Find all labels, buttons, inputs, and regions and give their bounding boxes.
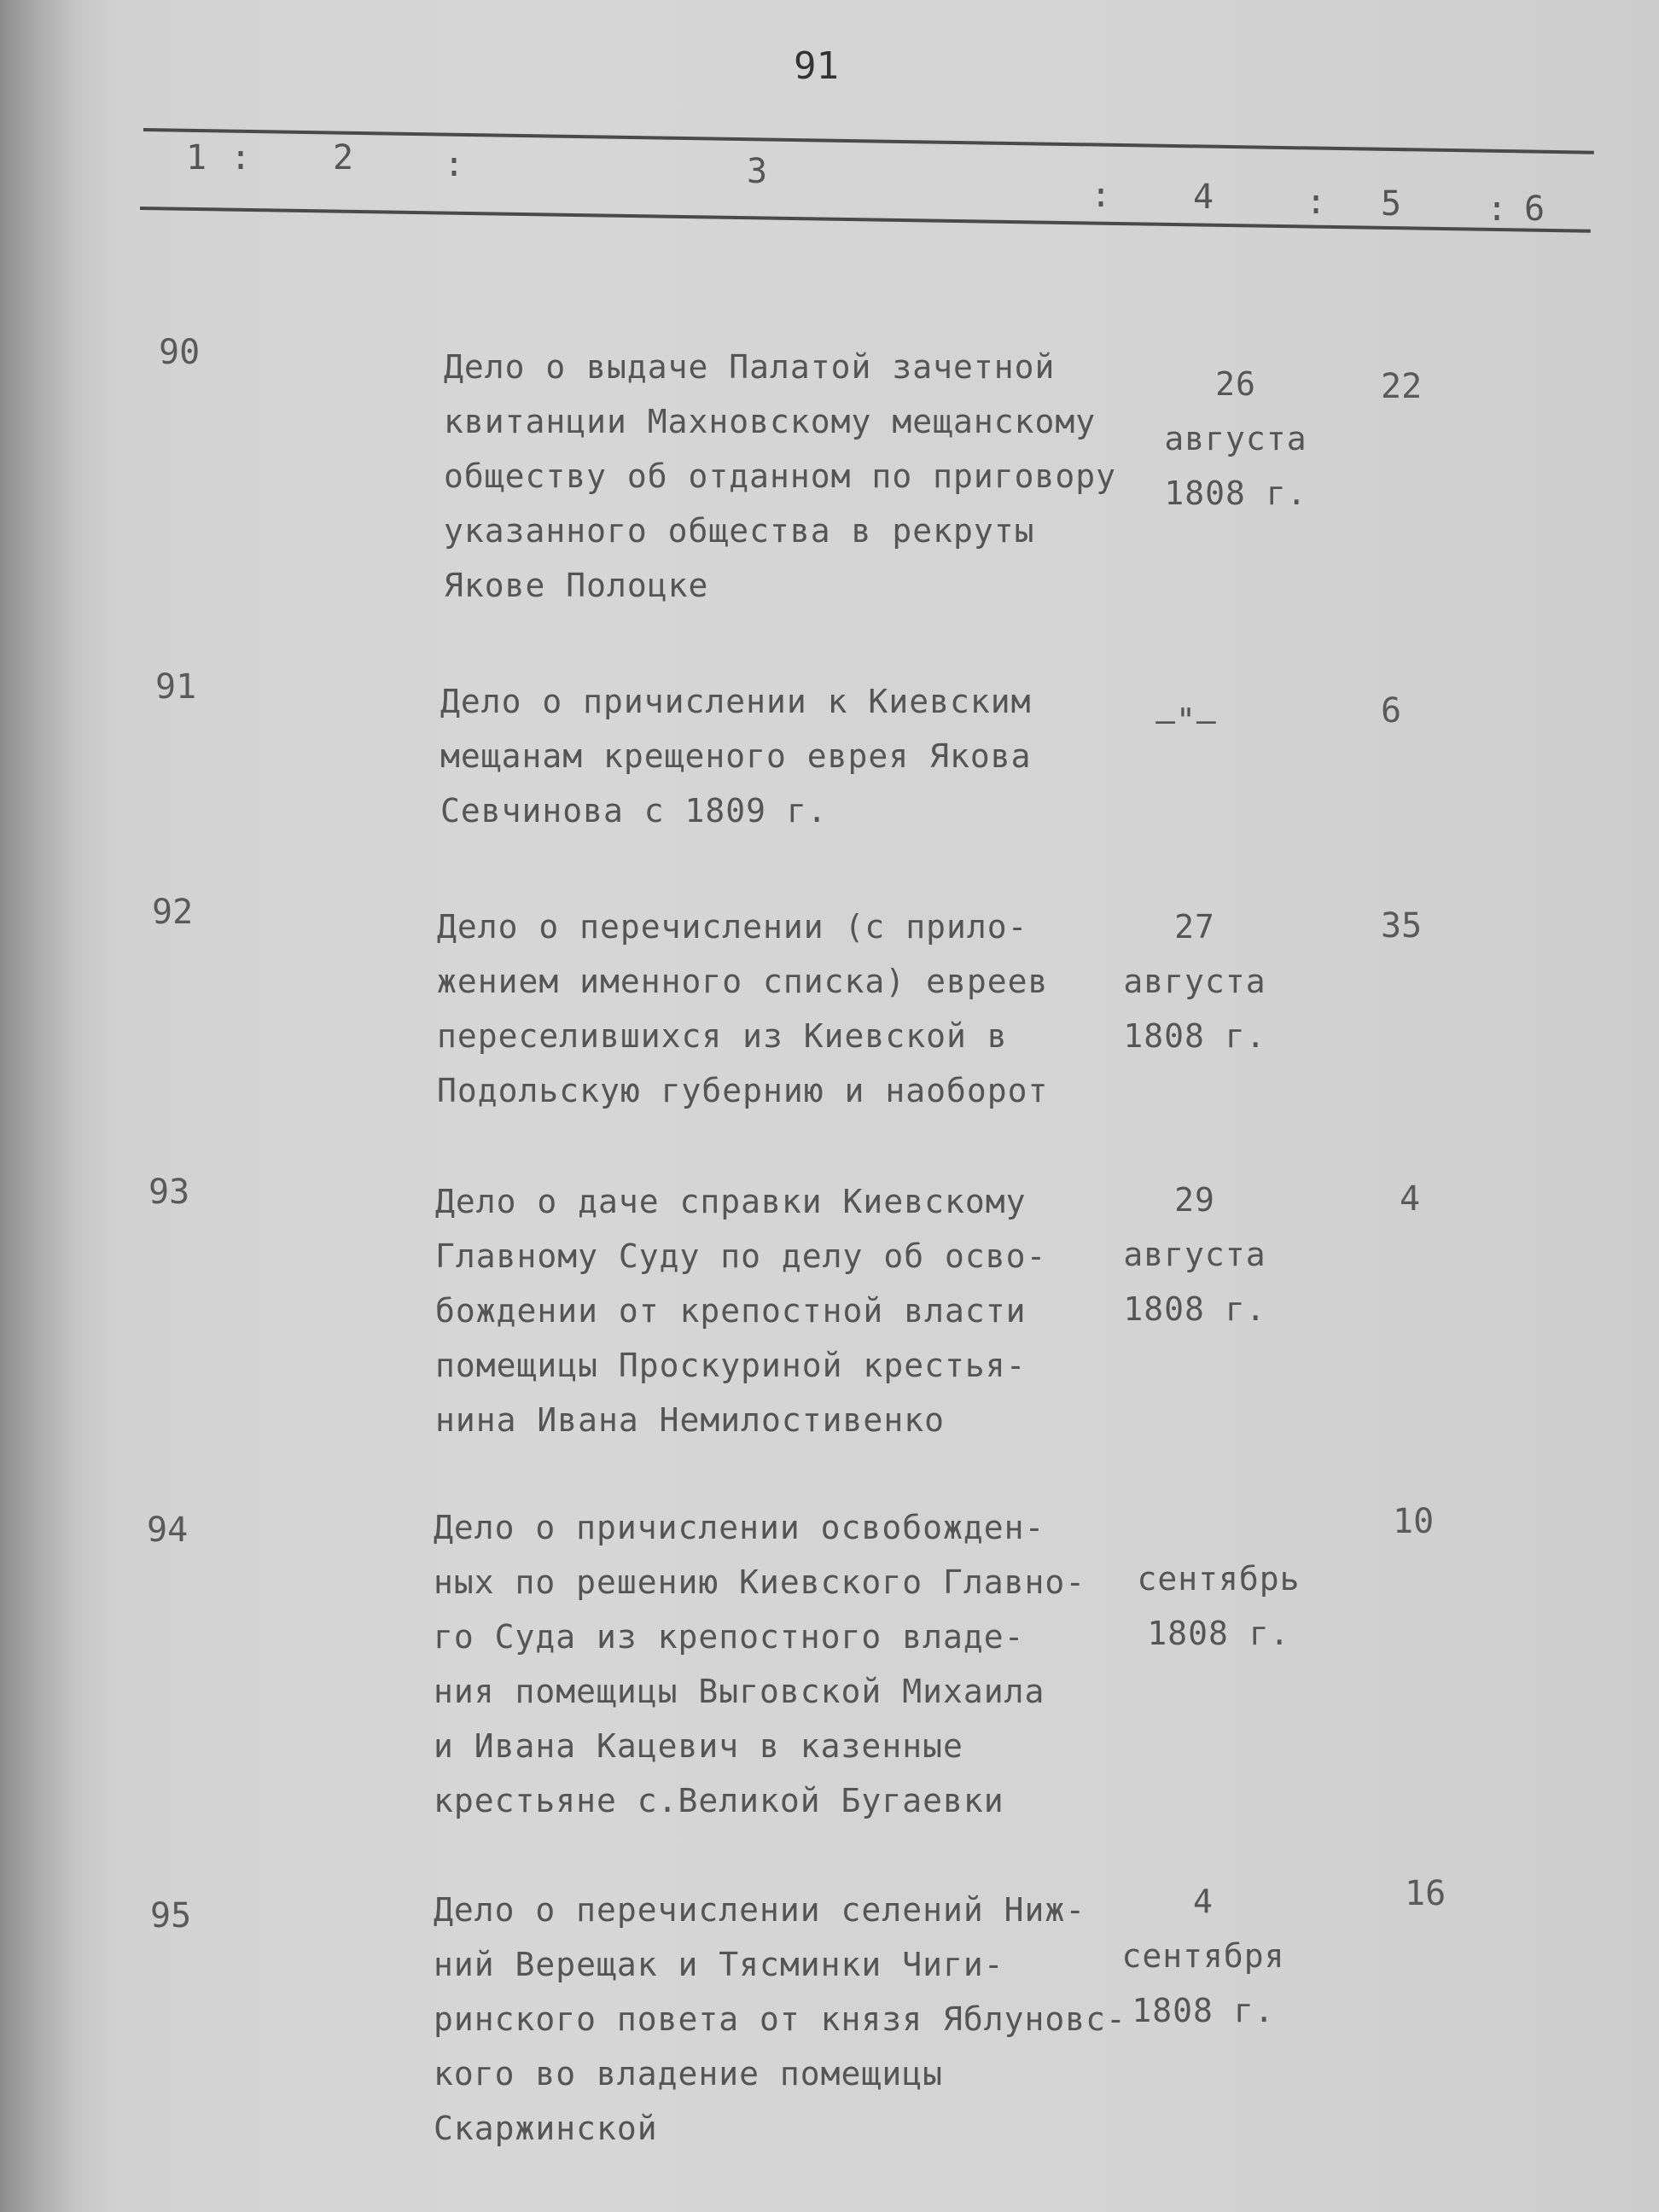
description-line: го Суда из крепостного владе- [434, 1618, 1025, 1656]
header-bottom-rule [140, 207, 1591, 233]
entry-description [434, 1883, 1126, 2156]
entry-number: 92 [152, 893, 194, 932]
header-separator: : [444, 145, 465, 184]
header-col1: 1 [186, 138, 207, 178]
entry-date [1109, 899, 1280, 1063]
date-line: 27 [1174, 908, 1215, 946]
date-line: —"— [1155, 701, 1217, 739]
description-line: Дело о причислении к Киевским [440, 683, 1032, 720]
header-col3: 3 [747, 152, 768, 191]
header-separator: : [1091, 176, 1112, 215]
date-line: августа [1164, 420, 1307, 457]
entry-date [1125, 1551, 1313, 1661]
description-line: мещанам крещеного еврея Якова [440, 737, 1032, 775]
entry-date [1150, 357, 1321, 521]
entry-number: 91 [155, 667, 197, 707]
header-col2: 2 [333, 138, 354, 178]
header-col4: 4 [1193, 178, 1214, 217]
date-line: августа [1123, 963, 1266, 1000]
description-line: переселившихся из Киевской в [437, 1017, 1008, 1055]
entry-sheets: 6 [1381, 691, 1402, 731]
header-separator: : [1487, 189, 1508, 229]
date-line: 1808 г. [1164, 474, 1307, 512]
description-line: ния помещицы Выговской Михаила [434, 1673, 1045, 1710]
description-line: помещицы Проскуриной крестья- [435, 1347, 1027, 1384]
header-separator: : [230, 138, 252, 178]
description-line: обществу об отданном по приговору [444, 457, 1116, 495]
date-line: 1808 г. [1123, 1290, 1266, 1328]
entry-date [1109, 1874, 1297, 2038]
description-line: ринского повета от князя Яблуновс- [434, 2000, 1126, 2038]
description-line: Дело о даче справки Киевскому [435, 1183, 1027, 1220]
description-line: кого во владение помещицы [434, 2055, 943, 2093]
entry-sheets: 35 [1381, 906, 1423, 946]
header-separator: : [1306, 183, 1327, 222]
date-line: сентябрь [1137, 1560, 1301, 1598]
header-top-rule [143, 128, 1594, 154]
entry-sheets: 22 [1381, 367, 1423, 406]
description-line: Севчинова с 1809 г. [440, 792, 828, 830]
entry-description [444, 340, 1116, 613]
entry-sheets: 10 [1393, 1502, 1435, 1541]
description-line: Скаржинской [434, 2110, 658, 2147]
entry-description [435, 1174, 1046, 1447]
description-line: и Ивана Кацевич в казенные [434, 1727, 963, 1765]
header-col6: 6 [1524, 189, 1545, 229]
entry-description [440, 674, 1031, 838]
description-line: нина Ивана Немилостивенко [435, 1401, 945, 1439]
description-line: Подольскую губернию и наоборот [437, 1072, 1049, 1109]
date-line: 4 [1193, 1883, 1214, 1920]
date-line: 1808 г. [1123, 1017, 1266, 1055]
date-line: 1808 г. [1147, 1615, 1290, 1652]
date-line: 26 [1215, 365, 1256, 403]
entry-date [1109, 1173, 1280, 1336]
entry-number: 93 [148, 1173, 190, 1212]
entry-description [434, 1500, 1086, 1828]
page-number: 91 [794, 44, 839, 88]
entry-date [1101, 693, 1272, 748]
entry-number: 95 [150, 1896, 192, 1936]
header-col5: 5 [1381, 184, 1402, 224]
description-line: указанного общества в рекруты [444, 512, 1035, 550]
entry-number: 94 [147, 1511, 189, 1550]
description-line: крестьяне с.Великой Бугаевки [434, 1782, 1004, 1819]
description-line: Якове Полоцке [444, 567, 709, 604]
entry-sheets: 4 [1400, 1179, 1421, 1219]
description-line: ных по решению Киевского Главно- [434, 1563, 1086, 1601]
description-line: Главному Суду по делу об осво- [435, 1237, 1047, 1275]
date-line: 29 [1174, 1181, 1215, 1219]
entry-number: 90 [159, 333, 201, 372]
description-line: квитанции Махновскому мещанскому [444, 403, 1097, 440]
description-line: Дело о причислении освобожден- [434, 1509, 1045, 1546]
entry-sheets: 16 [1405, 1874, 1447, 1913]
description-line: Дело о перечислении селений Ниж- [434, 1891, 1086, 1929]
description-line: жением именного списка) евреев [437, 963, 1049, 1000]
date-line: августа [1123, 1236, 1266, 1273]
entry-description [437, 899, 1048, 1118]
description-line: Дело о выдаче Палатой зачетной [444, 348, 1056, 386]
date-line: 1808 г. [1132, 1992, 1275, 2029]
description-line: ний Верещак и Тясминки Чиги- [434, 1946, 1004, 1983]
date-line: сентября [1121, 1937, 1285, 1975]
description-line: бождении от крепостной власти [435, 1292, 1027, 1330]
description-line: Дело о перечислении (с прило- [437, 908, 1028, 946]
